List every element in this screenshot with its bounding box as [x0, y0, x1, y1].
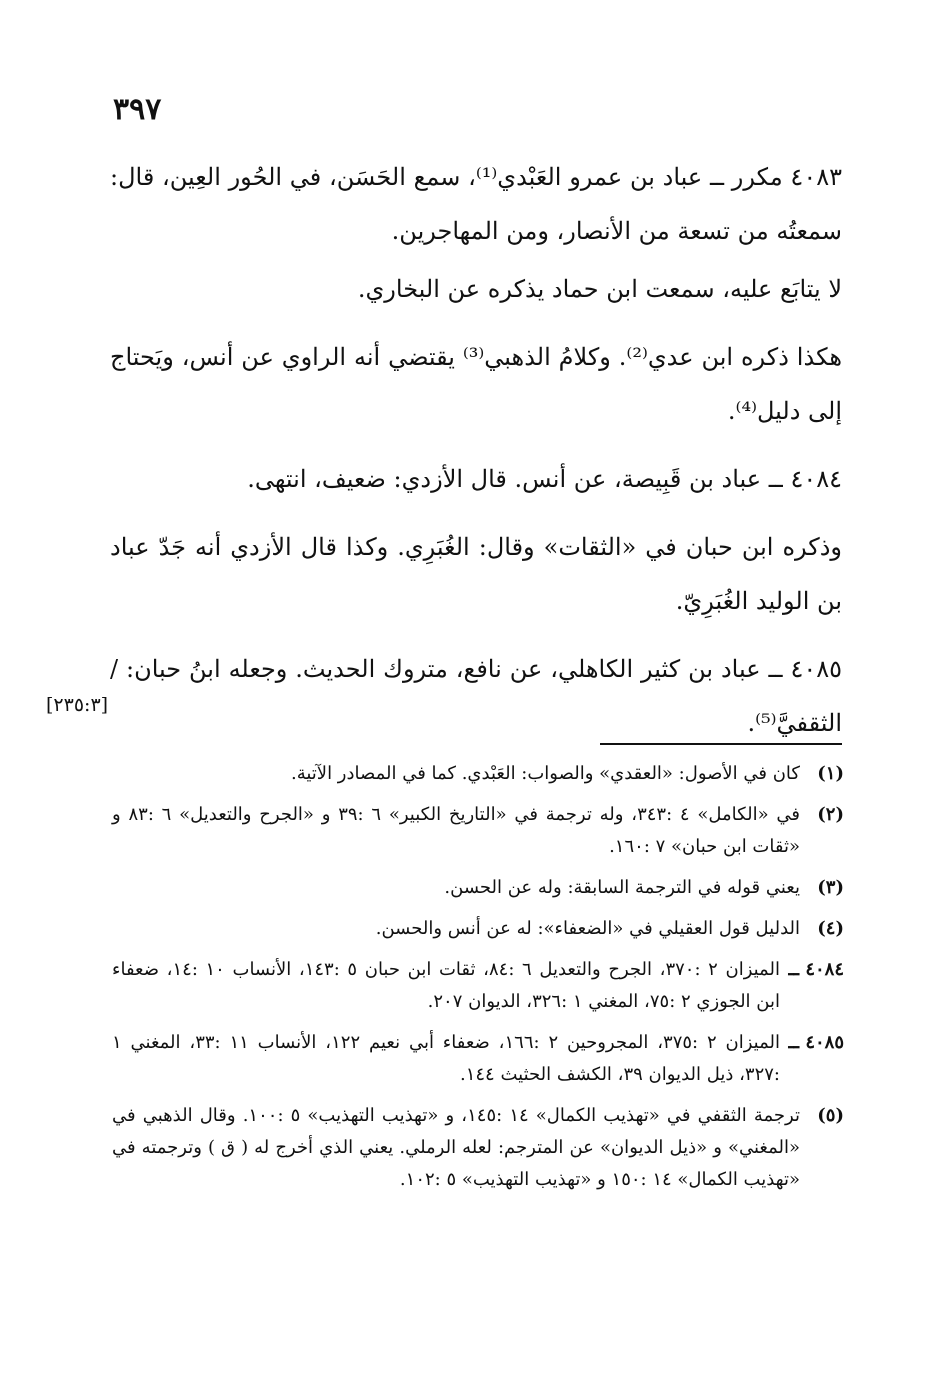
footnote-mark: (٤) [817, 918, 844, 939]
footnote [112, 758, 844, 790]
footnote-mark: (١) [817, 763, 844, 784]
margin-reference: [٢٣٥:٣] [46, 694, 109, 716]
source-note-mark: ٤٠٨٤ ــ [788, 959, 844, 980]
source-note-text: الميزان ٢ :٣٧٥، المجروحين ٢ :١٦٦، ضعفاء أبي نعيم ١٢٢، الأنساب ١١ :٣٣، المغني ١ :٣٢٧، ذيل الديوان ٣٩، الكشف الحثيث ١٤٤. [112, 1032, 780, 1085]
footnote-text: الدليل قول العقيلي في «الضعفاء»: له عن أنس والحسن. [375, 918, 800, 939]
main-text [110, 150, 842, 764]
footnote-mark: (٣) [817, 877, 844, 898]
footnote-mark: (٢) [817, 804, 844, 825]
footnote-text: ترجمة الثقفي في «تهذيب الكمال» ١٤ :١٤٥، و «تهذيب التهذيب» ٥ :١٠٠. وقال الذهبي في «المغني» و «ذيل الديوان» عن المترجم: لعله الرملي. يعني الذي أخرج له ( ق ) وترجمته في «تهذيب الكمال» ١٤ :١٥٠ و «تهذيب التهذيب» ٥ :١٠٢. [112, 1105, 800, 1190]
source-note [112, 954, 844, 1018]
footnotes [112, 758, 844, 1205]
footnote [112, 1100, 844, 1196]
footnote [112, 913, 844, 945]
footnote-text: كان في الأصول: «العقدي» والصواب: العَبْدي. كما في المصادر الآتية. [290, 763, 800, 784]
footnote [112, 872, 844, 904]
footnote-text: يعني قوله في الترجمة السابقة: وله عن الحسن. [444, 877, 800, 898]
entry-4085: ٤٠٨٥ ــ عباد بن كثير الكاهلي، عن نافع، متروك الحديث. وجعله ابنُ حبان: / الثقفيَّ⁽⁵⁾. [110, 655, 842, 737]
footnote-divider [600, 743, 842, 745]
paragraph-ibn-adi: هكذا ذكره ابن عدي⁽²⁾. وكلامُ الذهبي⁽³⁾ يقتضي أنه الراوي عن أنس، ويَحتاج إلى دليل⁽⁴⁾. [110, 343, 842, 425]
footnote-mark: (٥) [817, 1105, 844, 1126]
footnote-text: في «الكامل» ٤ :٣٤٣، وله ترجمة في «التاريخ الكبير» ٦ :٣٩ و «الجرح والتعديل» ٦ :٨٣ و «ثقات ابن حبان» ٧ :١٦٠. [112, 804, 800, 857]
paragraph-ibn-hibban: وذكره ابن حبان في «الثقات» وقال: الغُبَرِي. وكذا قال الأزدي أنه جَدّ عباد بن الوليد الغُبَرِيّ. [110, 533, 842, 615]
source-note [112, 1027, 844, 1091]
source-note-text: الميزان ٢ :٣٧٠، الجرح والتعديل ٦ :٨٤، ثقات ابن حبان ٥ :١٤٣، الأنساب ١٠ :١٤، ضعفاء ابن الجوزي ٢ :٧٥، المغني ١ :٣٢٦، الديوان ٢٠٧. [112, 959, 780, 1012]
paragraph-no-follow: لا يتابَع عليه، سمعت ابن حماد يذكره عن البخاري. [357, 275, 842, 303]
page-number: ٣٩٧ [113, 92, 162, 127]
source-note-mark: ٤٠٨٥ ــ [788, 1032, 844, 1053]
footnote [112, 799, 844, 863]
entry-4083: ٤٠٨٣ مكرر ــ عباد بن عمرو العَبْدي⁽¹⁾، سمع الحَسَن، في الحُور العِين، قال: سمعتُه من تسعة من الأنصار، ومن المهاجرين. [110, 163, 842, 245]
entry-4084: ٤٠٨٤ ــ عباد بن قَبِيصة، عن أنس. قال الأزدي: ضعيف، انتهى. [247, 465, 842, 493]
